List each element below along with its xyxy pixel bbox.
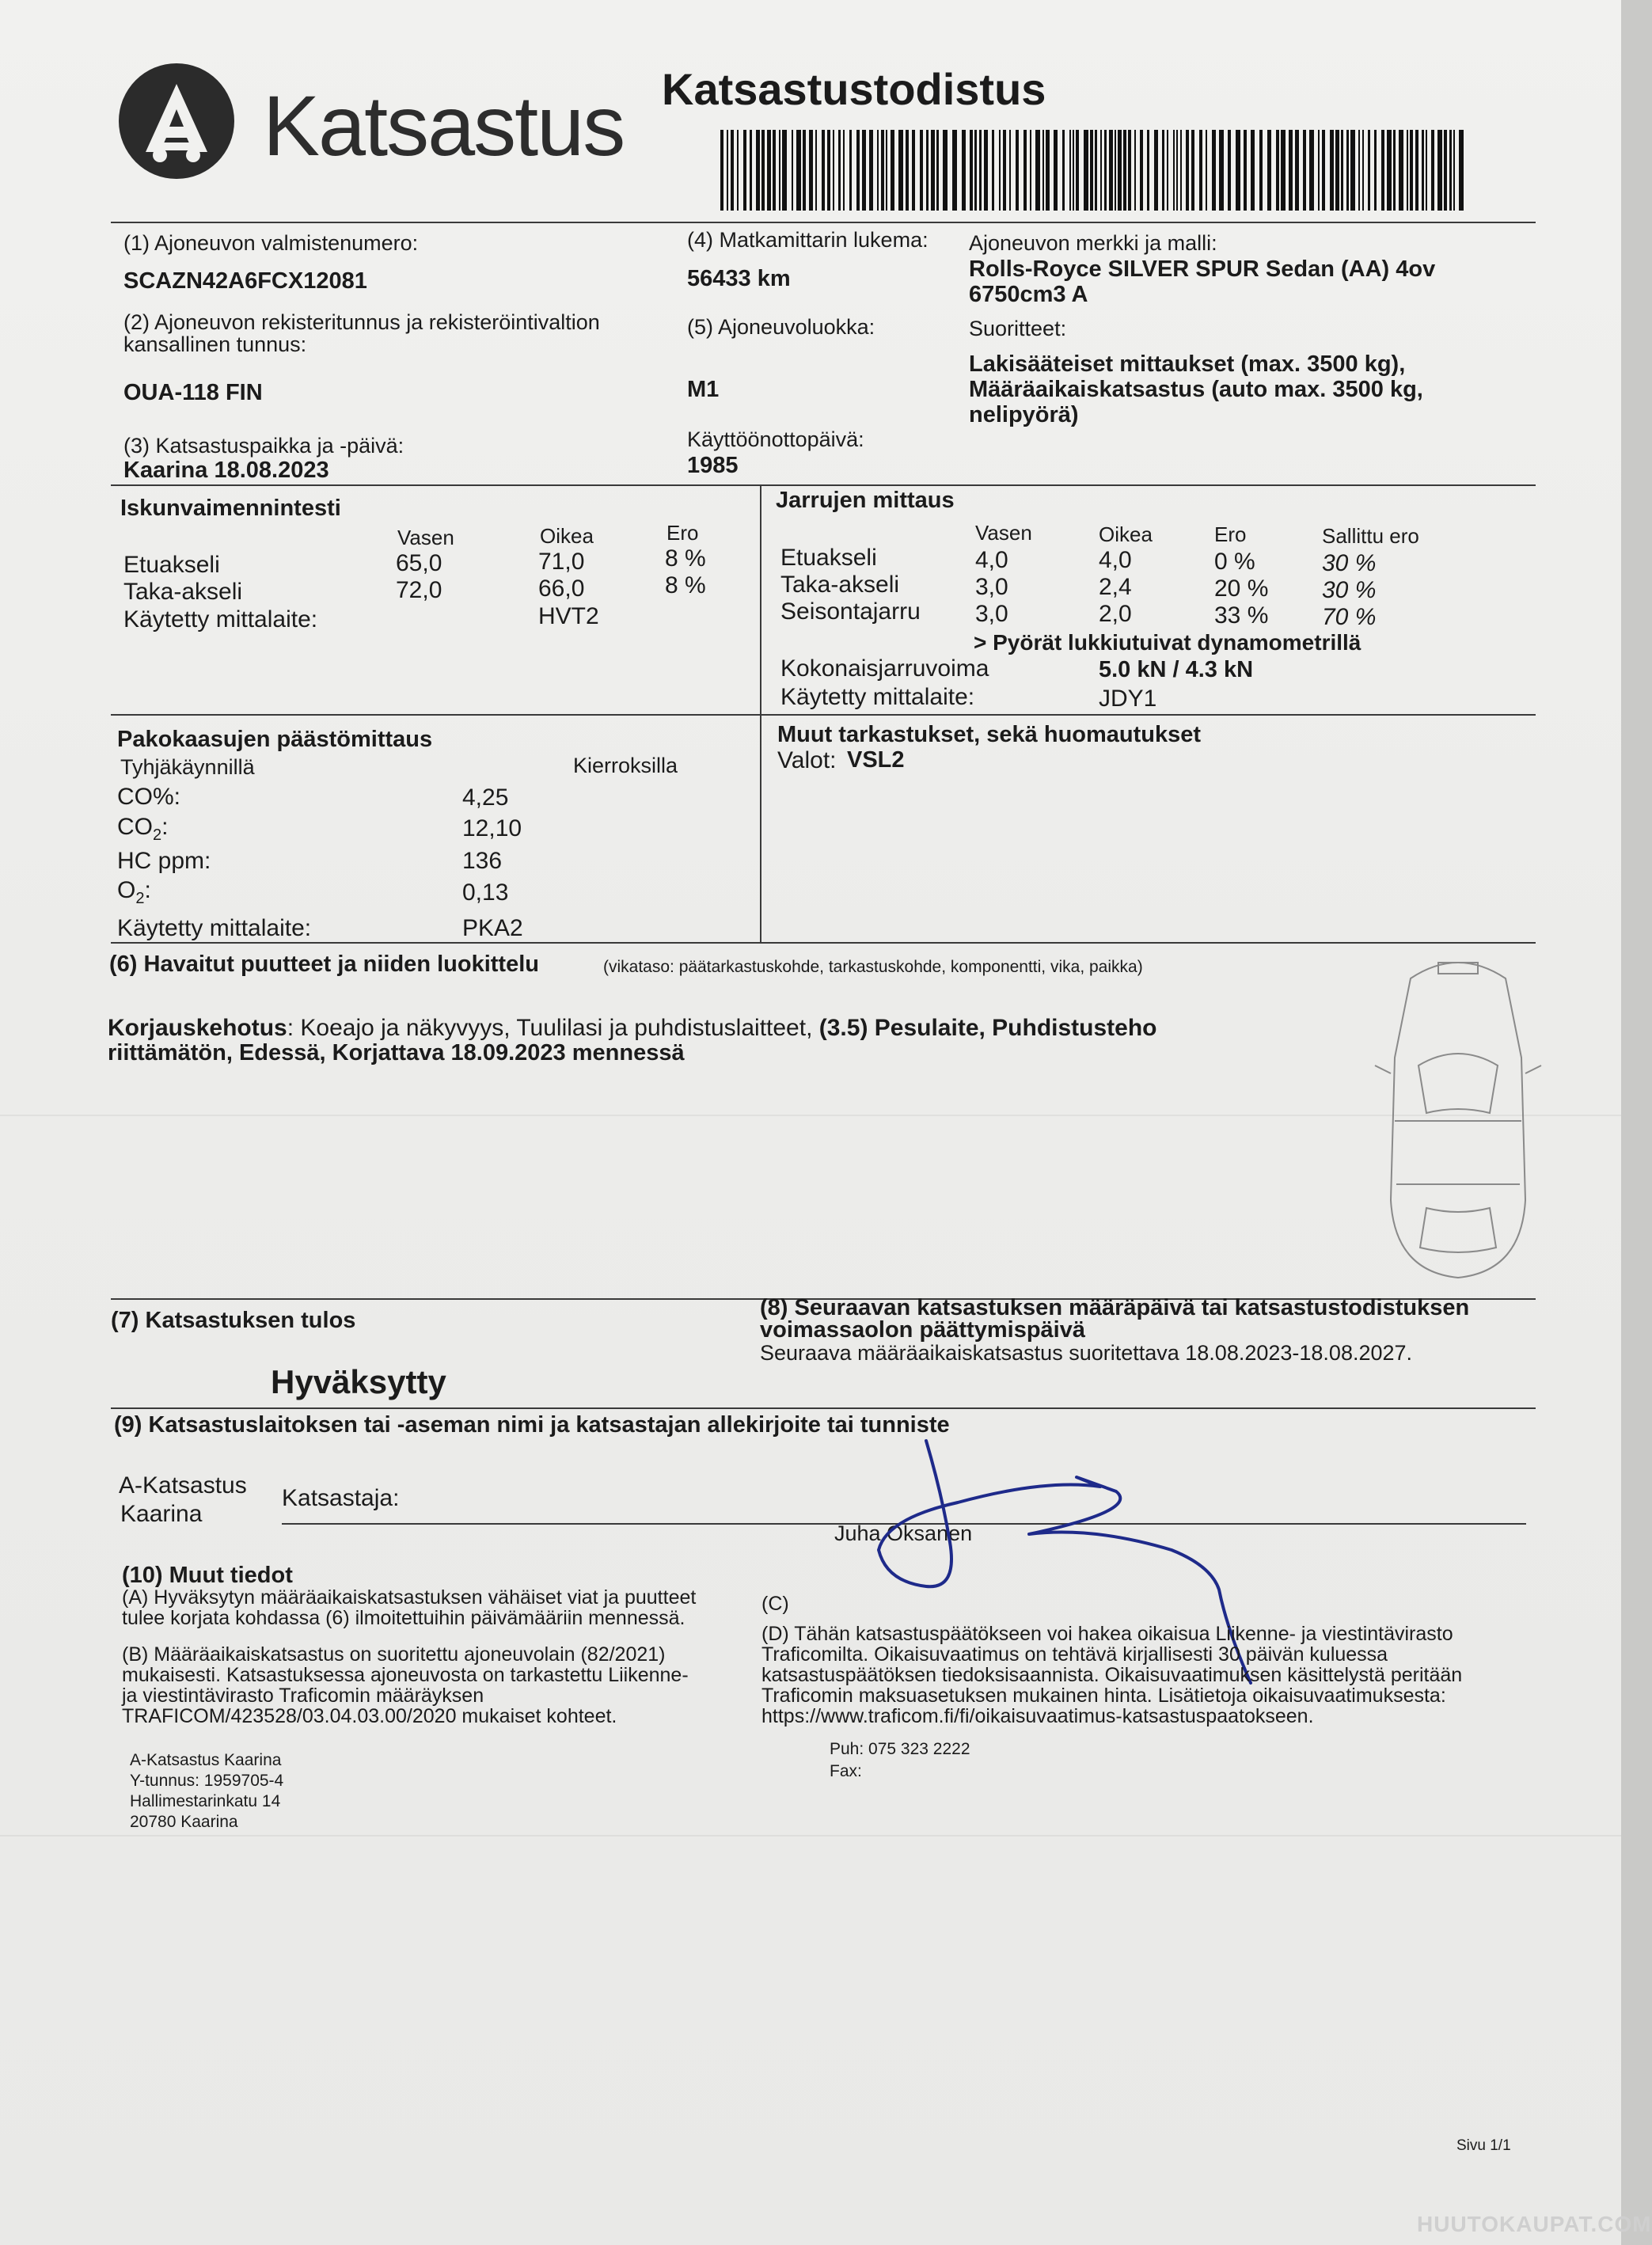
brake-device-value: JDY1 (1099, 686, 1157, 712)
brakes-col-right: Oikea (1099, 522, 1153, 546)
emissions-rpm-label: Kierroksilla (573, 754, 678, 777)
odometer-value: 56433 km (687, 266, 791, 291)
watermark: HUUTOKAUPAT.COM (1417, 2212, 1652, 2236)
repair-line2: riittämätön, Edessä, Korjattava 18.09.2023 mennessä (108, 1040, 685, 1066)
next-inspection-title-line1: (8) Seuraavan katsastuksen määräpäivä tai katsastustodistuksen (760, 1295, 1470, 1320)
hc-label: HC ppm: (117, 848, 211, 874)
station-name-line1: A-Katsastus (119, 1472, 247, 1499)
class-value: M1 (687, 377, 720, 402)
next-inspection-text: Seuraava määräaikaiskatsastus suoritettava 18.08.2023-18.08.2027. (760, 1341, 1413, 1365)
brake-row-left: 4,0 (975, 547, 1008, 573)
reg-label-line2: kansallinen tunnus: (123, 332, 307, 356)
make-model-line1: Rolls-Royce SILVER SPUR Sedan (AA) 4ov (969, 256, 1436, 282)
brake-row-left: 3,0 (975, 574, 1008, 600)
performed-line3: nelipyörä) (969, 402, 1079, 427)
misc-title: (10) Muut tiedot (122, 1563, 293, 1588)
result-title: (7) Katsastuksen tulos (111, 1308, 356, 1333)
defects-title: (6) Havaitut puutteet ja niiden luokittelu (109, 952, 539, 977)
brake-row-right: 4,0 (1099, 547, 1132, 573)
performed-line2: Määräaikaiskatsastus (auto max. 3500 kg, (969, 377, 1423, 402)
station-name-line2: Kaarina (120, 1501, 203, 1527)
document-title: Katsastustodistus (662, 64, 1046, 114)
misc-b-line4: TRAFICOM/423528/03.04.03.00/2020 mukaiset kohteet. (122, 1705, 617, 1727)
vin-label: (1) Ajoneuvon valmistenumero: (123, 231, 419, 255)
shock-row-name: Etuakseli (123, 552, 220, 578)
brake-row-right: 2,4 (1099, 574, 1132, 600)
result-value: Hyväksytty (271, 1363, 446, 1400)
divider (111, 942, 1536, 944)
misc-d-line4: Traficomin maksuasetuksen mukainen hinta. Lisätietoja oikaisuvaatimuksesta: (761, 1685, 1446, 1707)
divider (111, 714, 1536, 716)
brake-row-diff: 20 % (1214, 575, 1269, 602)
brake-total-label: Kokonaisjarruvoima (780, 655, 989, 682)
brakes-title: Jarrujen mittaus (776, 488, 955, 513)
shock-row-right: 71,0 (538, 549, 585, 575)
next-inspection-title-line2: voimassaolon päättymispäivä (760, 1317, 1085, 1343)
make-model-label: Ajoneuvon merkki ja malli: (969, 231, 1217, 255)
brake-row-diff: 0 % (1214, 549, 1255, 575)
brakes-col-diff: Ero (1214, 522, 1247, 546)
brakes-col-allowed: Sallittu ero (1322, 524, 1419, 548)
class-label: (5) Ajoneuvoluokka: (687, 315, 875, 339)
inspector-label: Katsastaja: (282, 1485, 400, 1511)
misc-a-line2: tulee korjata kohdassa (6) ilmoitettuihin päivämääriin mennessä. (122, 1607, 685, 1629)
barcode (720, 130, 1464, 211)
divider (111, 222, 1536, 223)
reg-value: OUA-118 FIN (123, 380, 263, 405)
misc-a-line1: (A) Hyväksytyn määräaikaiskatsastuksen vähäiset viat ja puutteet (122, 1586, 697, 1609)
brake-row-right: 2,0 (1099, 601, 1132, 627)
misc-b-line3: ja viestintävirasto Traficomin määräyksen (122, 1685, 484, 1707)
shock-device-value: HVT2 (538, 603, 599, 629)
footer-fax: Fax: (830, 1762, 862, 1780)
shock-row-name: Taka-akseli (123, 579, 243, 605)
shock-row-diff: 8 % (665, 545, 706, 572)
o2-value: 0,13 (462, 879, 509, 906)
first-use-label: Käyttöönottopäivä: (687, 427, 864, 451)
hc-value: 136 (462, 848, 503, 874)
make-model-line2: 6750cm3 A (969, 282, 1088, 307)
brake-row-allowed: 30 % (1322, 577, 1377, 603)
co2-label: $CO_2$: (117, 814, 169, 844)
brake-row-allowed: 30 % (1322, 550, 1377, 576)
footer-business-id: Y-tunnus: 1959705-4 (130, 1772, 284, 1790)
emissions-idle-label: Tyhjäkäynnillä (120, 755, 255, 779)
footer-company: A-Katsastus Kaarina (130, 1751, 282, 1769)
misc-b-line2: mukaisesti. Katsastuksessa ajoneuvosta on tarkastettu Liikenne- (122, 1664, 689, 1686)
brake-lock-note: > Pyörät lukkiutuivat dynamometrillä (974, 630, 1361, 655)
divider (111, 1407, 1536, 1409)
shock-col-left: Vasen (397, 526, 454, 549)
other-checks-title: Muut tarkastukset, sekä huomautukset (777, 722, 1202, 747)
performed-label: Suoritteet: (969, 317, 1067, 340)
misc-c: (C) (761, 1593, 789, 1615)
brake-device-label: Käytetty mittalaite: (780, 684, 975, 710)
footer-street: Hallimestarinkatu 14 (130, 1792, 281, 1810)
emissions-device-value: PKA2 (462, 915, 523, 941)
brake-row-name: Taka-akseli (780, 572, 900, 598)
misc-d-line3: katsastuspäätöksen tiedoksisaannista. Oikaisuvaatimuksen käsittelystä peritään (761, 1664, 1463, 1686)
misc-b-line1: (B) Määräaikaiskatsastus on suoritettu ajoneuvolain (82/2021) (122, 1643, 666, 1666)
misc-d-line1: (D) Tähän katsastuspäätökseen voi hakea oikaisua Liikenne- ja viestintävirasto (761, 1623, 1453, 1645)
place-label: (3) Katsastuspaikka ja -päivä: (123, 434, 404, 458)
shock-row-diff: 8 % (665, 572, 706, 598)
misc-d-link[interactable]: https://www.traficom.fi/fi/oikaisuvaatimus-katsastuspaatokseen. (761, 1705, 1314, 1727)
odometer-label: (4) Matkamittarin lukema: (687, 228, 929, 252)
lights-label: Valot: (777, 747, 837, 773)
brake-row-name: Seisontajarru (780, 598, 921, 625)
misc-d-line2: Traficomilta. Oikaisuvaatimus on tehtävä kirjallisesti 30 päivän kuluessa (761, 1643, 1388, 1666)
brake-row-allowed: 70 % (1322, 604, 1377, 630)
station-title: (9) Katsastuslaitoksen tai -aseman nimi ja katsastajan allekirjoite tai tunniste (114, 1412, 950, 1438)
divider (111, 484, 1536, 486)
brakes-col-left: Vasen (975, 521, 1032, 545)
brake-row-left: 3,0 (975, 601, 1008, 627)
footer-city: 20780 Kaarina (130, 1813, 238, 1831)
performed-line1: Lakisääteiset mittaukset (max. 3500 kg), (969, 351, 1406, 377)
shock-col-right: Oikea (540, 524, 594, 548)
shock-title: Iskunvaimennintesti (120, 496, 341, 521)
co-label: CO%: (117, 784, 181, 810)
brake-row-name: Etuakseli (780, 545, 877, 571)
vin-value: SCAZN42A6FCX12081 (123, 268, 367, 294)
emissions-title: Pakokaasujen päästömittaus (117, 727, 433, 752)
co2-value: 12,10 (462, 815, 522, 841)
page-number: Sivu 1/1 (1456, 2137, 1511, 2154)
inspector-name: Juha Oksanen (834, 1521, 973, 1545)
lights-value: VSL2 (847, 747, 905, 773)
first-use-value: 1985 (687, 453, 739, 478)
shock-col-diff: Ero (666, 521, 699, 545)
brake-row-diff: 33 % (1214, 602, 1269, 629)
katsastus-logo-icon (119, 63, 234, 179)
paper-fold (0, 1835, 1621, 1837)
shock-row-left: 65,0 (396, 550, 442, 576)
repair-line1: Korjauskehotus: Koeajo ja näkyvyys, Tuulilasi ja puhdistuslaitteet, (3.5) Pesulaite, Puhdistusteho (108, 1015, 1157, 1041)
co-value: 4,25 (462, 784, 509, 811)
place-value: Kaarina 18.08.2023 (123, 458, 329, 483)
reg-label-line1: (2) Ajoneuvon rekisteritunnus ja rekisteröintivaltion (123, 310, 600, 334)
car-diagram (1363, 947, 1553, 1295)
shock-row-left: 72,0 (396, 577, 442, 603)
emissions-device-label: Käytetty mittalaite: (117, 915, 312, 941)
logo-text: Katsastus (263, 78, 625, 173)
shock-device-label: Käytetty mittalaite: (123, 606, 318, 632)
brake-total-value: 5.0 kN / 4.3 kN (1099, 657, 1254, 682)
shock-row-right: 66,0 (538, 575, 585, 602)
o2-label: $O_2$: (117, 877, 151, 907)
defects-hint: (vikataso: päätarkastuskohde, tarkastuskohde, komponentti, vika, paikka) (603, 958, 1143, 976)
footer-phone: Puh: 075 323 2222 (830, 1740, 970, 1758)
